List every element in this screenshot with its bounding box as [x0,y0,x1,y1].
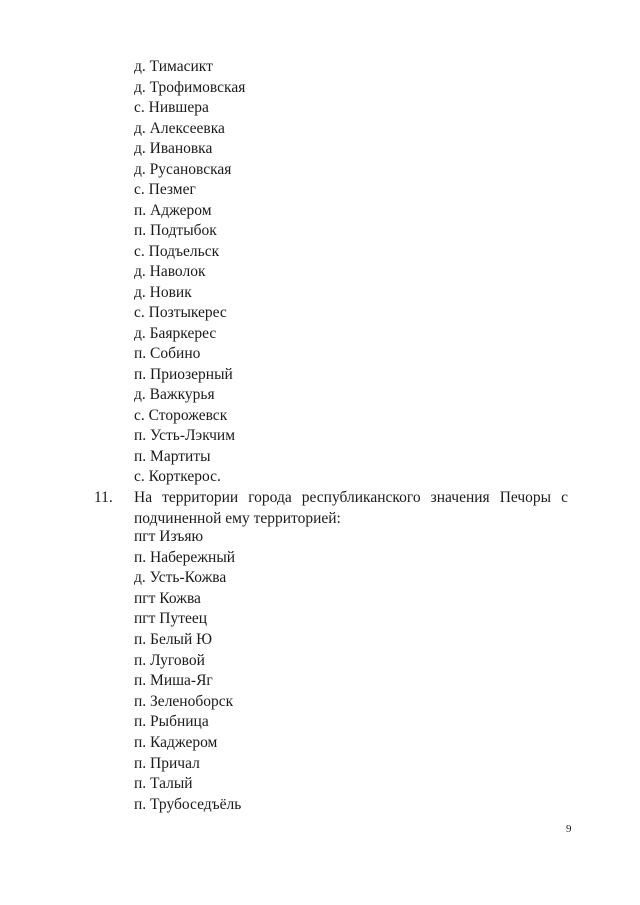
list-item: п. Аджером [134,201,212,219]
list-item: п. Мартиты [134,447,211,465]
list-item: п. Собино [134,345,201,362]
page-number: 9 [566,823,572,835]
list-item: п. Белый Ю [134,630,213,648]
list-item: пгт Изъяю [134,528,204,545]
list-item: п. Зеленоборск [134,692,234,710]
list-item: п. Луговой [134,651,205,669]
list-item: д. Трофимовская [134,78,246,96]
list-item: д. Новик [134,283,192,301]
list-item: с. Нившера [134,99,209,116]
list-item: п. Рыбница [134,713,209,731]
list-item: с. Пезмег [134,181,196,198]
settlement-list-part-1 [134,57,245,488]
list-item: п. Приозерный [134,365,233,383]
list-item: пгт Кожва [134,589,201,607]
list-item: с. Позтыкерес [134,304,227,321]
list-item: с. Подъельск [134,242,220,260]
list-item: п. Талый [134,775,193,793]
list-item: д. Усть-Кожва [134,569,227,587]
item-number: 11. [94,489,113,506]
list-item: д. Алексеевка [134,119,225,137]
list-item: п. Причал [134,754,200,772]
list-item: с. Корткерос. [134,468,221,485]
list-item: д. Наволок [134,263,206,280]
settlement-list-part-2 [134,527,241,815]
list-item: п. Каджером [134,733,218,751]
list-item: п. Набережный [134,548,236,566]
list-item: д. Баяркерес [134,324,217,342]
item-text: На территории города республиканского значения Печоры с подчиненной ему территорией: [134,489,568,527]
list-item: д. Русановская [134,160,232,178]
list-item: д. Ивановка [134,140,213,157]
list-item: д. Важкурья [134,386,215,403]
list-item: п. Усть-Лэкчим [134,427,236,444]
list-item: п. Трубоседъёль [134,795,242,813]
list-item: п. Подтыбок [134,222,217,239]
list-item: с. Сторожевск [134,406,228,424]
list-item: д. Тимасикт [134,58,213,75]
list-item: п. Миша-Яг [134,672,213,690]
list-item: пгт Путеец [134,610,208,628]
